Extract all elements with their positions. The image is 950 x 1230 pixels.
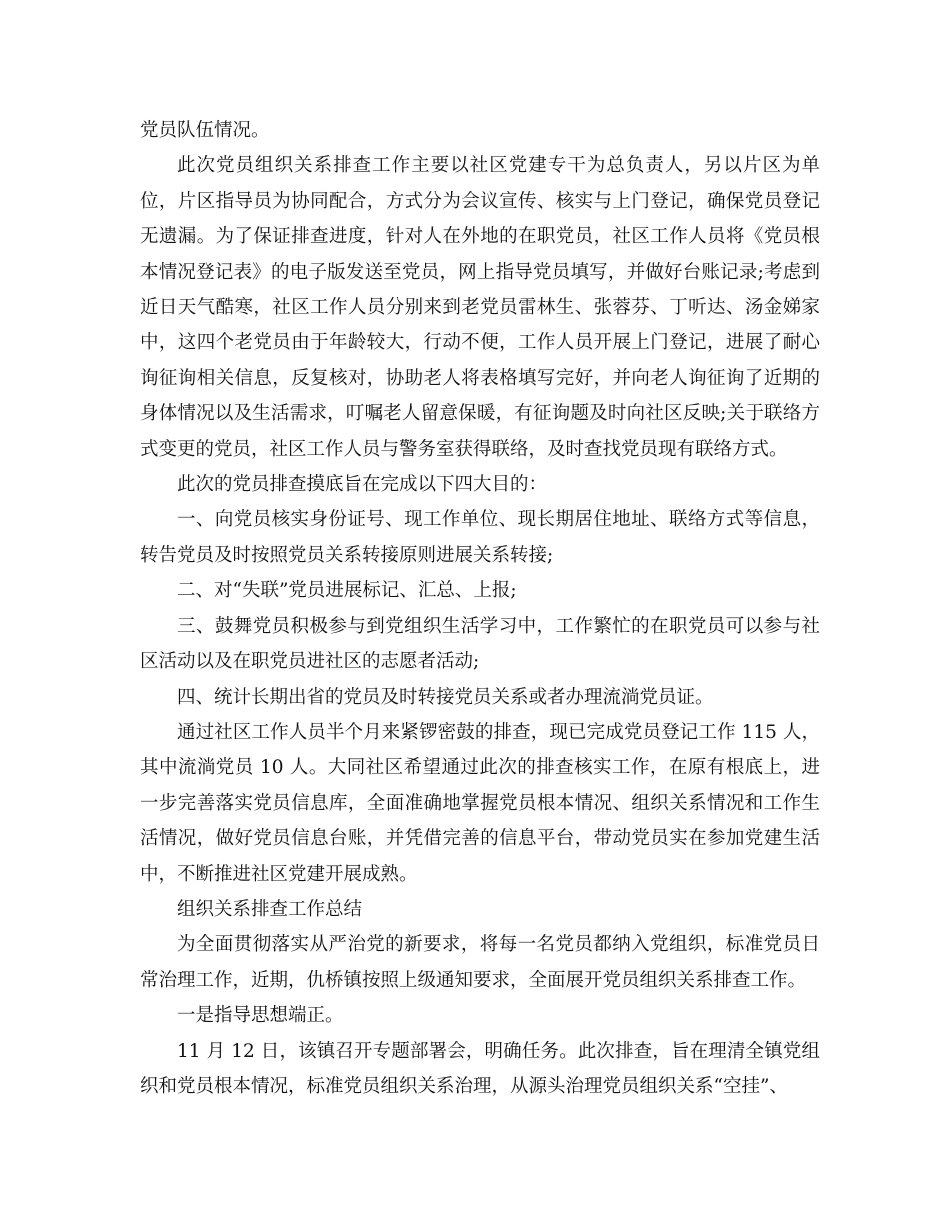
paragraph-purpose-4: 四、统计长期出省的党员及时转接党员关系或者办理流淌党员证。 (177, 686, 714, 708)
section-heading: 组织关系排查工作总结 (177, 898, 363, 920)
paragraph-purpose-intro: 此次的党员排查摸底旨在完成以下四大目的： (177, 474, 548, 496)
paragraph-meeting: 11 月 12 日，该镇召开专题部署会，明确任务。此次排查，旨在理清全镇党组织和党员根本情况，标准党员组织关系治理，从源头治理党员组织关系“空挂”、 (140, 1040, 820, 1097)
document-body (140, 113, 820, 1104)
paragraph-purpose-1: 一、向党员核实身份证号、现工作单位、现长期居住地址、联络方式等信息，转告党员及时按照党员关系转接原则进展关系转接; (140, 509, 820, 566)
paragraph-purpose-3: 三、鼓舞党员积极参与到党组织生活学习中，工作繁忙的在职党员可以参与社区活动以及在职党员进社区的志愿者活动; (140, 615, 820, 673)
paragraph-purpose-2: 二、对“失联”党员进展标记、汇总、上报; (177, 580, 517, 602)
paragraph-continuation: 党员队伍情况。 (140, 120, 270, 141)
paragraph-investigation-method: 此次党员组织关系排查工作主要以社区党建专干为总负责人，另以片区为单位，片区指导员为协同配合，方式分为会议宣传、核实与上门登记，确保党员登记无遗漏。为了保证排查进度，针对人在外地的在职党员，社区工作人员将《党员根本情况登记表》的电子版发送至党员，网上指导党员填写，并做好台账记录;考虑到近日天气酷寒，社区工作人员分别来到老党员雷林生、张蓉芬、丁听达、汤金娣家中，这四个老党员由于年龄较大，行动不便，工作人员开展上门登记，进展了耐心询征询相关信息，反复核对，协助老人将表格填写完好，并向老人询征询了近期的身体情况以及生活需求，叮嘱老人留意保暖，有征询题及时向社区反映;关于联络方式变更的党员，社区工作人员与警务室获得联络，及时查找党员现有联络方式。 (140, 155, 820, 460)
paragraph-results: 通过社区工作人员半个月来紧锣密鼓的排查，现已完成党员登记工作 115 人，其中流淌党员 10 人。大同社区希望通过此次的排查核实工作，在原有根底上，进一步完善落实党员信息库，全面准确地掌握党员根本情况、组织关系情况和工作生活情况，做好党员信息台账，并凭借完善的信息平台，带动党员实在参加党建生活中，不断推进社区党建开展成熟。 (140, 721, 820, 885)
paragraph-point-1: 一是指导思想端正。 (177, 1005, 344, 1027)
paragraph-section-intro: 为全面贯彻落实从严治党的新要求，将每一名党员都纳入党组织，标准党员日常治理工作，近期，仇桥镇按照上级通知要求，全面展开党员组织关系排查工作。 (140, 934, 820, 991)
